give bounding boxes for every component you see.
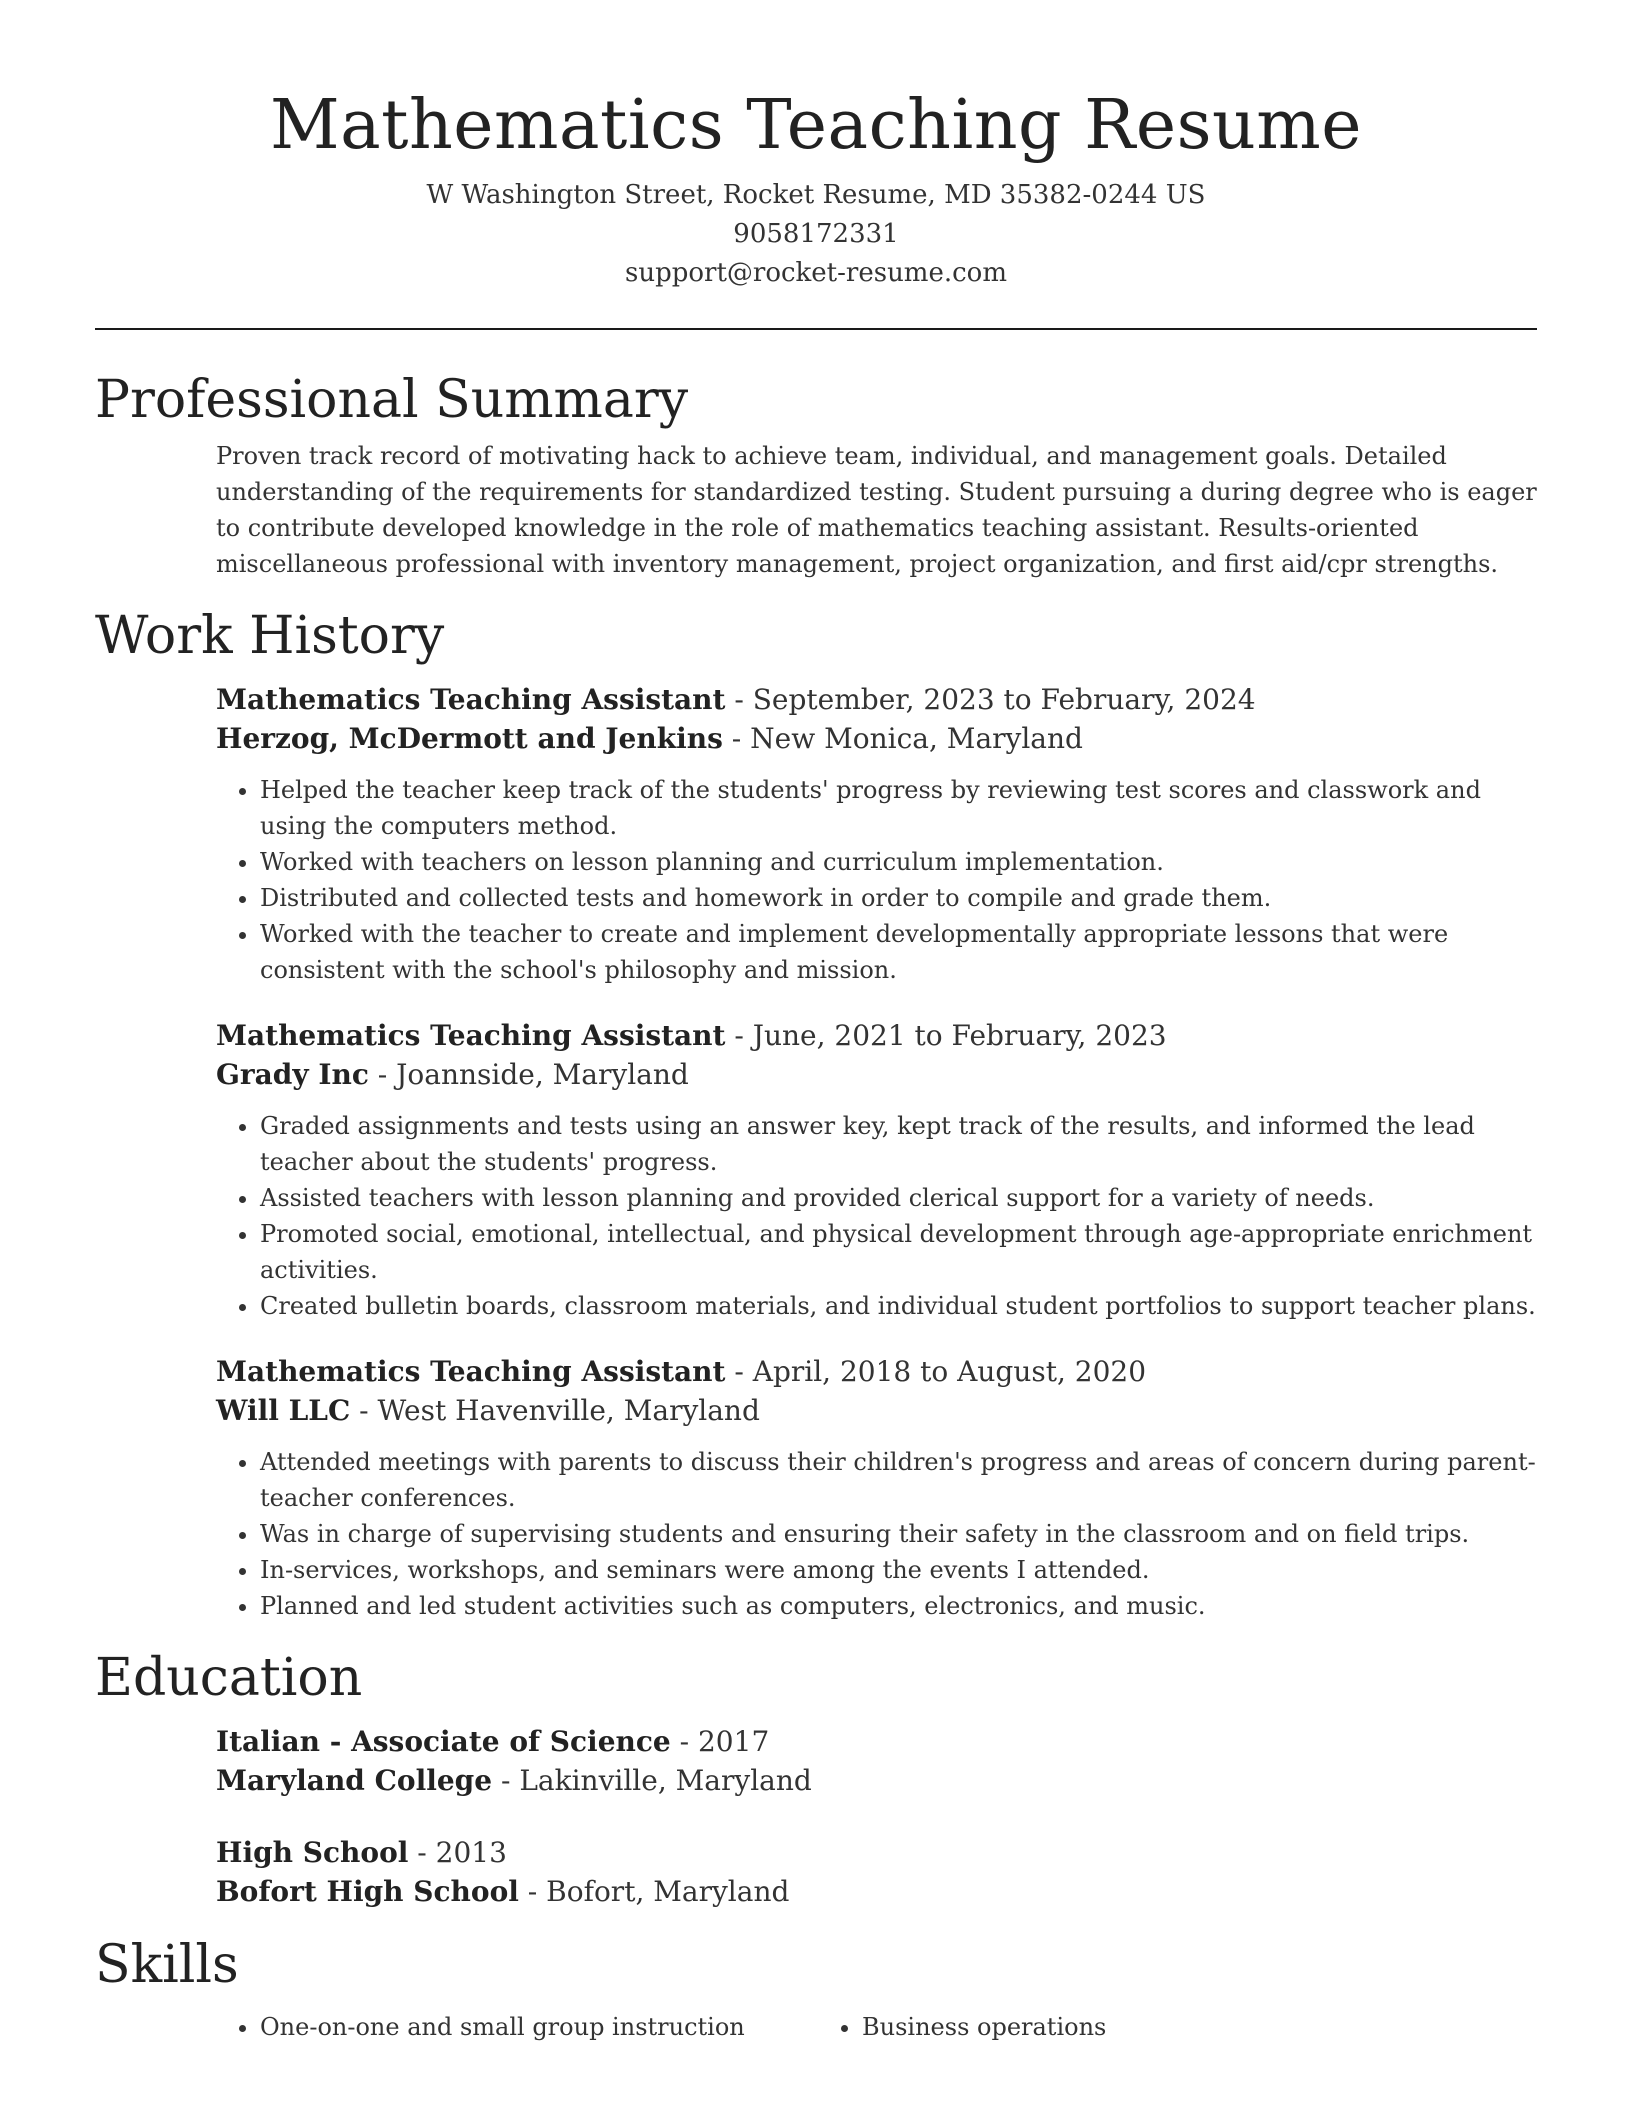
skills-section (95, 1933, 1537, 2045)
education-entry (216, 1722, 1537, 1800)
job-company: Herzog, McDermott and Jenkins (216, 722, 723, 755)
education-school-line (216, 1872, 1537, 1911)
job-bullet: • Helped the teacher keep track of the students' progress by reviewing test scores and classwork and using the computers method. (260, 772, 1537, 844)
job-bullet: • Graded assignments and tests using an answer key, kept track of the results, and informed the lead teacher about the students' progress. (260, 1108, 1537, 1180)
education-field: High School (216, 1836, 409, 1869)
education-list (216, 1722, 1537, 1911)
job-company: Grady Inc (216, 1058, 369, 1091)
summary-heading: Professional Summary (95, 370, 689, 430)
job-title: Mathematics Teaching Assistant (216, 1355, 726, 1388)
job-bullet: • Planned and led student activities such as computers, electronics, and music. (260, 1588, 1537, 1624)
job-bullet: • Assisted teachers with lesson planning and provided clerical support for a variety of needs. (260, 1180, 1537, 1216)
job-location: - New Monica, Maryland (722, 722, 1083, 755)
skills-heading: Skills (95, 1935, 239, 1995)
contact-email: support@rocket-resume.com (624, 258, 1007, 288)
job-title-line (216, 1016, 1537, 1055)
education-school-line (216, 1761, 1537, 1800)
contact-phone: 9058172331 (733, 219, 899, 249)
job-bullets (216, 772, 1537, 988)
job-location: - West Havenville, Maryland (350, 1394, 760, 1427)
resume-title: Mathematics Teaching Resume (269, 86, 1362, 165)
job-location: - Joannside, Maryland (368, 1058, 689, 1091)
job-dates: - September, 2023 to February, 2024 (725, 683, 1256, 716)
education-location: - Lakinville, Maryland (492, 1764, 812, 1797)
job-bullet: • Worked with the teacher to create and implement developmentally appropriate lessons that were consistent with the school's philosophy and mission. (260, 916, 1537, 988)
contact-block (95, 176, 1537, 293)
skill-item: • Business operations (862, 2009, 1420, 2045)
work-history-heading: Work History (95, 606, 445, 666)
job-company-line (216, 1391, 1537, 1430)
job-bullets (216, 1444, 1537, 1624)
education-degree: - Associate of Science (319, 1725, 671, 1758)
job-bullet: • Attended meetings with parents to discuss their children's progress and areas of concern during parent-teacher conferences. (260, 1444, 1537, 1516)
resume-header (95, 0, 1537, 293)
job-bullet: • In-services, workshops, and seminars were among the events I attended. (260, 1552, 1537, 1588)
job-title: Mathematics Teaching Assistant (216, 683, 726, 716)
job-title-line (216, 680, 1537, 719)
summary-section (95, 368, 1537, 582)
job-dates: - April, 2018 to August, 2020 (725, 1355, 1147, 1388)
skills-columns (216, 2009, 1537, 2045)
job-company-line (216, 1055, 1537, 1094)
job-bullet: • Created bulletin boards, classroom materials, and individual student portfolios to support teacher plans. (260, 1288, 1537, 1324)
job-company: Will LLC (216, 1394, 351, 1427)
education-degree-line (216, 1833, 1537, 1872)
education-year: - 2017 (670, 1725, 770, 1758)
education-field: Italian (216, 1725, 320, 1758)
job-title-line (216, 1352, 1537, 1391)
job-dates: - June, 2021 to February, 2023 (725, 1019, 1167, 1052)
contact-address: W Washington Street, Rocket Resume, MD 35382-0244 US (426, 180, 1206, 210)
education-location: - Bofort, Maryland (518, 1875, 790, 1908)
skills-column-right (818, 2009, 1420, 2045)
job-bullet: • Was in charge of supervising students and ensuring their safety in the classroom and on field trips. (260, 1516, 1537, 1552)
work-history-section (95, 604, 1537, 1624)
education-school: Bofort High School (216, 1875, 519, 1908)
header-divider (95, 328, 1537, 330)
skill-item: • One-on-one and small group instruction (260, 2009, 818, 2045)
job-bullet: • Promoted social, emotional, intellectual, and physical development through age-appropriate enrichment activities. (260, 1216, 1537, 1288)
education-school: Maryland College (216, 1764, 493, 1797)
job-bullets (216, 1108, 1537, 1324)
job-entry (216, 1016, 1537, 1324)
education-year: - 2013 (408, 1836, 507, 1869)
education-heading: Education (95, 1648, 363, 1708)
job-bullet: • Distributed and collected tests and homework in order to compile and grade them. (260, 880, 1537, 916)
job-entry (216, 680, 1537, 988)
skills-column-left (216, 2009, 818, 2045)
education-section (95, 1646, 1537, 1911)
summary-text: Proven track record of motivating hack to achieve team, individual, and management goals. Detailed understanding of the requirements for standardized testing. Student pursuing a during degree who is eager to contribute developed knowledge in the role of mathematics teaching assistant. Results-oriented miscellaneous professional with inventory management, project organization, and first aid/cpr strengths. (216, 442, 1537, 578)
job-entry (216, 1352, 1537, 1624)
resume-page (95, 0, 1537, 2045)
job-title: Mathematics Teaching Assistant (216, 1019, 726, 1052)
education-entry (216, 1833, 1537, 1911)
job-list (216, 680, 1537, 1624)
job-company-line (216, 719, 1537, 758)
job-bullet: • Worked with teachers on lesson planning and curriculum implementation. (260, 844, 1537, 880)
education-degree-line (216, 1722, 1537, 1761)
